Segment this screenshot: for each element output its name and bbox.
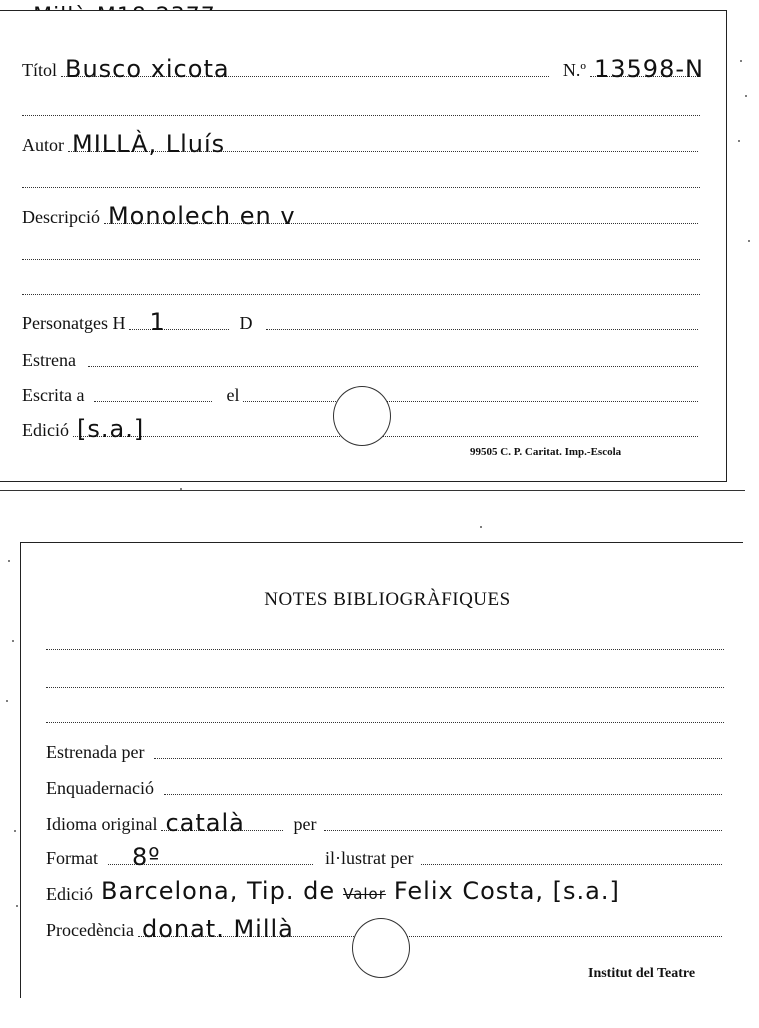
written-place-field — [94, 387, 212, 402]
characters-label: Personatges H — [22, 313, 126, 333]
premiere-row — [22, 350, 702, 370]
edition-detail-row — [46, 877, 726, 905]
premiere-field — [88, 352, 698, 367]
illustrated-label: il·lustrat per — [325, 848, 414, 868]
format-label: Format — [46, 848, 98, 868]
written-label: Escrita a — [22, 385, 85, 405]
card-divider — [0, 490, 745, 491]
edition-label: Edició — [22, 420, 69, 440]
binding-label: Enquadernació — [46, 778, 154, 798]
printer-note: 99505 C. P. Caritat. Imp.-Escola — [470, 446, 622, 458]
blank-line — [22, 115, 700, 116]
scan-speck — [480, 526, 482, 528]
author-field — [68, 130, 698, 158]
premiered-by-row — [46, 742, 726, 762]
punch-hole — [333, 386, 391, 446]
scan-speck — [6, 700, 8, 702]
punch-hole — [352, 918, 410, 978]
number-label: N.º — [562, 60, 586, 80]
edition-detail-label: Edició — [46, 884, 93, 904]
blank-line — [22, 187, 700, 188]
scan-speck — [180, 488, 182, 490]
provenance-label: Procedència — [46, 920, 134, 940]
language-label: Idioma original — [46, 814, 158, 834]
title-value: Busco xicota — [65, 55, 230, 83]
premiere-label: Estrena — [22, 350, 76, 370]
scan-speck — [8, 560, 10, 562]
illustrated-field — [421, 850, 722, 865]
scan-speck — [740, 60, 742, 62]
scan-speck — [748, 240, 750, 242]
title-label: Títol — [22, 60, 57, 80]
written-date-field — [243, 387, 698, 402]
author-value: MILLÀ, Lluís — [72, 130, 226, 158]
scan-speck — [14, 830, 16, 832]
edition-detail-field — [97, 877, 722, 905]
blank-line — [46, 722, 724, 723]
premiered-by-field — [154, 744, 722, 759]
written-at-label: el — [226, 385, 240, 405]
notes-heading: NOTES BIBLIOGRÀFIQUES — [264, 589, 511, 610]
scan-speck — [12, 640, 14, 642]
number-value: 13598-N — [594, 55, 704, 83]
language-row — [46, 809, 726, 837]
scan-speck — [745, 95, 747, 97]
edition-detail-value-1: Barcelona, Tip. de — [101, 877, 336, 905]
title-field — [61, 55, 549, 83]
characters-d-field — [266, 315, 698, 330]
author-row — [22, 130, 702, 158]
language-value: català — [165, 809, 245, 837]
blank-line — [22, 259, 700, 260]
blank-line — [22, 294, 700, 295]
edition-detail-struck: Valor — [343, 885, 386, 903]
characters-h-value: 1 — [149, 308, 166, 336]
edition-value: [s.a.] — [77, 415, 145, 443]
binding-field — [164, 780, 722, 795]
blank-line — [46, 687, 724, 688]
scan-speck — [16, 905, 18, 907]
provenance-field — [138, 915, 722, 943]
format-field — [108, 843, 313, 871]
description-value: Monolech en v — [107, 202, 296, 230]
scan-speck — [738, 140, 740, 142]
format-row — [46, 843, 726, 871]
author-label: Autor — [22, 135, 64, 155]
characters-h-field — [129, 308, 229, 336]
blank-line — [46, 649, 724, 650]
description-field — [104, 202, 698, 230]
binding-row — [46, 778, 726, 798]
language-by-label: per — [293, 814, 317, 834]
title-row — [22, 55, 704, 83]
institution-name: Institut del Teatre — [588, 966, 696, 981]
premiered-by-label: Estrenada per — [46, 742, 145, 762]
language-by-field — [324, 816, 722, 831]
format-value: 8º — [132, 843, 161, 871]
characters-d-label: D — [239, 313, 253, 333]
edition-detail-value-2: Felix Costa, [s.a.] — [393, 877, 620, 905]
characters-row — [22, 308, 702, 336]
provenance-value: donat. Millà — [141, 915, 294, 943]
language-field — [161, 809, 283, 837]
description-label: Descripció — [22, 207, 100, 227]
number-field — [590, 55, 704, 83]
description-row — [22, 202, 702, 230]
